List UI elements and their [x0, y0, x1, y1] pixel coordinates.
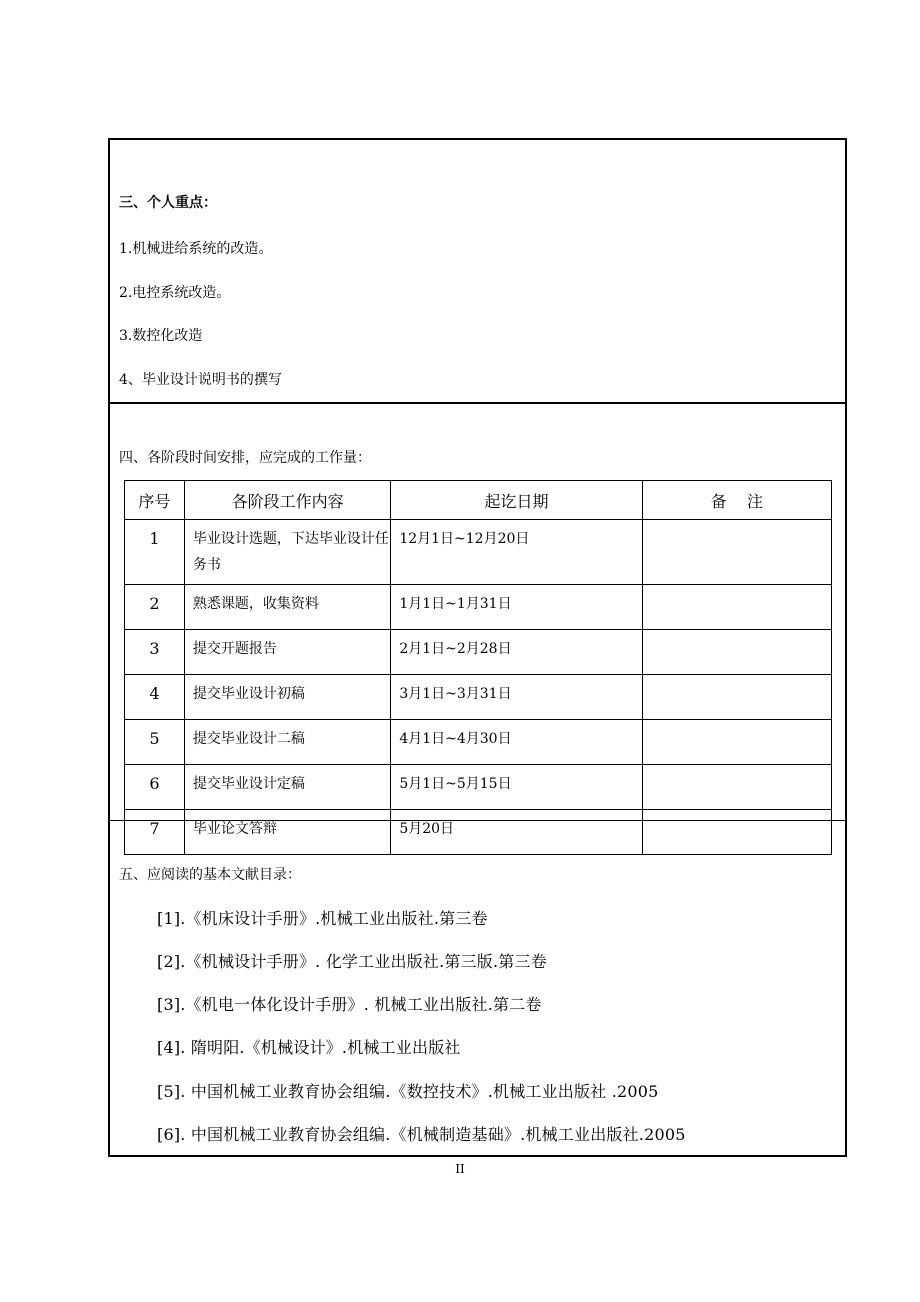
table-row [125, 630, 832, 675]
row-number: 7 [125, 810, 185, 855]
row-number: 1 [125, 520, 185, 585]
row-date: 5月20日 [391, 810, 642, 855]
row-task: 提交毕业设计初稿 [184, 675, 390, 720]
section-key-points [110, 140, 845, 404]
form-frame [108, 138, 847, 1157]
row-task: 提交毕业设计二稿 [184, 720, 390, 765]
column-header: 起讫日期 [391, 481, 642, 520]
list-item: 1.机械进给系统的改造。 [119, 241, 273, 257]
row-date: 5月1日~5月15日 [391, 765, 642, 810]
section-references [110, 820, 845, 1155]
reference-item: [3].《机电一体化设计手册》. 机械工业出版社.第二卷 [157, 995, 542, 1014]
table-row [125, 675, 832, 720]
reference-item: [1].《机床设计手册》.机械工业出版社.第三卷 [157, 909, 488, 928]
row-task: 毕业设计选题，下达毕业设计任务书 [184, 520, 390, 585]
row-date: 4月1日~4月30日 [391, 720, 642, 765]
row-note [642, 765, 831, 810]
section-heading: 三、个人重点： [119, 195, 217, 211]
row-task: 熟悉课题，收集资料 [184, 585, 390, 630]
list-item: 3.数控化改造 [119, 328, 203, 344]
row-note [642, 585, 831, 630]
row-note [642, 630, 831, 675]
section-heading: 五、应阅读的基本文献目录： [119, 867, 301, 883]
row-note [642, 675, 831, 720]
column-header: 序号 [125, 481, 185, 520]
table-header-row [125, 481, 832, 520]
row-number: 5 [125, 720, 185, 765]
table-row [125, 765, 832, 810]
section-heading: 四、各阶段时间安排，应完成的工作量： [119, 450, 371, 466]
reference-item: [4]. 隋明阳.《机械设计》.机械工业出版社 [157, 1038, 461, 1057]
column-header: 各阶段工作内容 [184, 481, 390, 520]
reference-item: [6]. 中国机械工业教育协会组编.《机械制造基础》.机械工业出版社.2005 [157, 1125, 686, 1144]
row-note [642, 520, 831, 585]
row-number: 3 [125, 630, 185, 675]
row-number: 4 [125, 675, 185, 720]
row-task: 提交开题报告 [184, 630, 390, 675]
schedule-table [124, 480, 832, 855]
list-item: 2.电控系统改造。 [119, 285, 231, 301]
row-date: 1月1日~1月31日 [391, 585, 642, 630]
list-item: 4、毕业设计说明书的撰写 [119, 372, 282, 388]
reference-item: [5]. 中国机械工业教育协会组编.《数控技术》.机械工业出版社 .2005 [157, 1082, 659, 1101]
row-task: 提交毕业设计定稿 [184, 765, 390, 810]
row-number: 2 [125, 585, 185, 630]
page-number: II [455, 1162, 465, 1176]
section-schedule [110, 402, 845, 838]
row-date: 12月1日~12月20日 [391, 520, 642, 585]
column-header: 备 注 [642, 481, 831, 520]
row-task: 毕业论文答辩 [184, 810, 390, 855]
row-date: 2月1日~2月28日 [391, 630, 642, 675]
reference-item: [2].《机械设计手册》. 化学工业出版社.第三版.第三卷 [157, 952, 547, 971]
row-note [642, 720, 831, 765]
table-row [125, 720, 832, 765]
row-number: 6 [125, 765, 185, 810]
table-row [125, 520, 832, 585]
row-date: 3月1日~3月31日 [391, 675, 642, 720]
table-row [125, 585, 832, 630]
